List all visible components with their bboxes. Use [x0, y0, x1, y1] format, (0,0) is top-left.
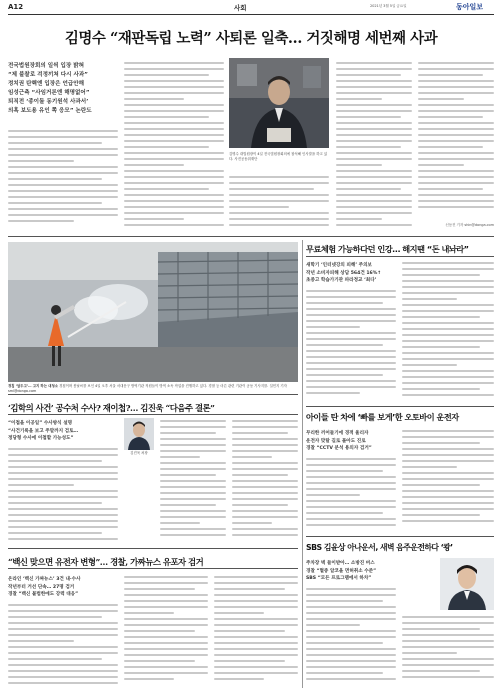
story-kickers: [306, 430, 396, 453]
story-kickers: [8, 420, 118, 443]
story-headline: 무료체험 가능하다던 인강… 해지땐 “돈 내놔라”: [306, 244, 469, 254]
story-body: [214, 576, 298, 688]
lead-kicker-line: 의혹 보도용 유인 쪽 응모” 논란도: [8, 108, 92, 114]
lead-headline: 김명수 “재판독립 노력” 사퇴론 일축… 거짓해명 세번째 사과: [64, 30, 438, 47]
masthead-rule: [8, 14, 494, 15]
column-divider: [302, 240, 303, 688]
section-rule-2: [306, 406, 494, 407]
story-kicker-line: SBS “모든 프로그램에서 하차”: [306, 576, 372, 581]
lead-body-col2: [124, 62, 224, 230]
story-kicker-line: 초중고 학습가기관 파라정교 ‘최다’: [306, 278, 377, 283]
story-body: [402, 430, 494, 530]
story-kickers: [8, 576, 118, 599]
newspaper-logo: 동아일보: [456, 3, 484, 11]
story-body: [8, 448, 118, 544]
section-label: 사회: [234, 4, 247, 12]
story-body: [306, 588, 396, 688]
headshot-label: 김진욱 처장: [130, 451, 148, 455]
feature-photo-caption-text: 경칩이며 봄날씨를 보인 4일 오후 서울 서대문구 방역기관 직원들이 방역 소독 작업을 진행하고 있다. 경찰 등 마른 관련 기관이 공동 기사지를. 설민지 기자 sml@donga.com: [8, 384, 287, 393]
story-kicker-line: 무리한 끼어들기에 경적 울리자: [306, 431, 369, 436]
story-body: [306, 290, 396, 400]
lead-body-col3: [229, 176, 329, 230]
lead-kicker-line: 퇴직전 ‘종이돌 동기원석 사과서’: [8, 99, 89, 105]
story-headline: SBS 김윤상 아나운서, 새벽 음주운전하다 ‘쾅’: [306, 543, 453, 552]
story-kickers: [306, 560, 426, 583]
lead-kicker-line: 임성근측 “사임거론엔 해명없어”: [8, 90, 90, 96]
story-kicker-line: 정당형 수사에 이첩할 가능성도”: [8, 436, 74, 441]
story-body: [402, 262, 494, 400]
section-rule-1: [8, 236, 494, 237]
story-body: [232, 420, 298, 544]
feature-photo-caption-title: 경칩 ‘달두고’… 고지 하는 대청소: [8, 384, 58, 388]
feature-photo: [8, 242, 298, 382]
lead-body-col1: [8, 130, 118, 230]
page-number: A12: [8, 3, 24, 11]
lead-byline: 신동진 기자 shin@donga.com: [445, 223, 494, 227]
section-rule-5: [8, 548, 298, 549]
story-body: [124, 576, 208, 688]
story-kicker-line: 운전자 맞탈 길로 몰아도 진로: [306, 438, 366, 444]
story-headline: “백신 맞으면 유전자 변형”… 경찰, 가짜뉴스 유포자 검거: [8, 557, 204, 567]
story-kicker-line: 경찰 “혈중 알코올 면허취소 수준”: [306, 568, 377, 574]
lead-body-col4: [336, 62, 412, 230]
story-kicker-line: 온라인 ‘백신 가짜뉴스’ 3건 내·수사: [8, 577, 81, 582]
lead-kicker-line: “제 불찰로 걱정끼쳐 다시 사과”: [8, 72, 88, 78]
lead-kickers: [8, 62, 118, 116]
story-kicker-line: “이첩을 이공일” 수사방식 설명: [8, 421, 73, 426]
feature-photo-caption: [8, 384, 298, 394]
lead-kicker-line: 전국법원장회의 일씩 입장 밝혀: [8, 63, 85, 69]
headshot-photo: [124, 418, 154, 450]
story-headline: ‘김학의 사건’ 공수처 수사? 재이첩?… 김진욱 “다음주 결론”: [8, 403, 215, 413]
story-kicker-line: 작년 소비자피해 상담 564건 16%↑: [306, 270, 382, 276]
story-kicker-line: “사건기록을 보고 주말까지 검토…: [8, 428, 79, 434]
story-kicker-line: 경찰 “CCTV 분석 용의자 검거”: [306, 446, 372, 451]
story-body: [160, 420, 226, 544]
story-kicker-line: 작년부터 거선 단속… 27명 검거: [8, 584, 75, 590]
story-rule: [306, 256, 494, 257]
lead-kicker-line: 정치권 탄핵엔 입장은 언급안해: [8, 81, 85, 87]
story-kicker-line: 경찰 “백신 불법한에도 강력 대응”: [8, 592, 79, 597]
publication-date: 2021년 3월 5일 금요일: [370, 4, 407, 8]
story-headline: 아이들 탄 차에 ‘빠를 보게’한 오토바이 운전자: [306, 412, 459, 422]
story-body: [306, 458, 396, 530]
story-body: [402, 616, 494, 688]
story-body: [8, 604, 118, 688]
story-rule: [8, 414, 298, 415]
story-rule: [8, 568, 298, 569]
story-kicker-line: 새학기 ‘인터넷강의 피해’ 주의보: [306, 263, 372, 268]
section-rule-4: [8, 394, 298, 395]
section-rule-3: [306, 536, 494, 537]
portrait-photo: [440, 558, 494, 610]
story-kicker-line: 주차장 벽 들이받아… 소방진 버스: [306, 561, 375, 566]
lead-photo-caption: 김명수 대법원장이 4일 전국법원장회의에 참석해 인사말을 하고 있다. 사진공동취재단: [229, 152, 328, 161]
lead-photo: [229, 58, 329, 148]
story-kickers: [306, 262, 396, 285]
lead-body-col5: [418, 62, 494, 230]
